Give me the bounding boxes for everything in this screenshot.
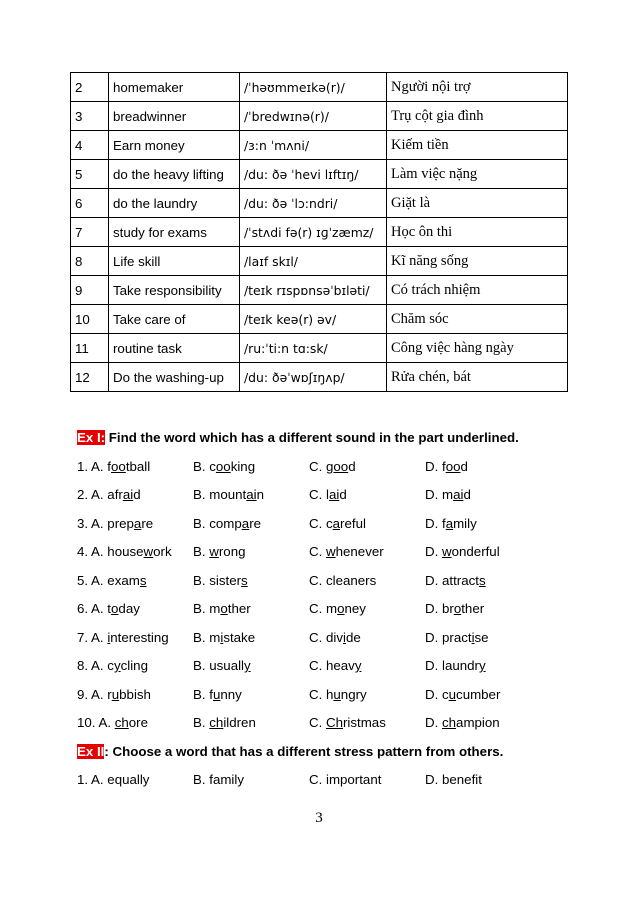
exercise-1-heading — [77, 424, 577, 453]
vocab-ipa: /ru:ˈti:n tɑ:sk/ — [240, 334, 387, 363]
question-row — [77, 453, 577, 482]
exercise-2-title: : Choose a word that has a different stress pattern from others. — [104, 743, 504, 759]
option-text: ngry — [340, 686, 367, 702]
answer-option — [193, 652, 251, 681]
vocab-meaning: Kĩ năng sống — [387, 247, 568, 276]
option-text: D. — [425, 544, 442, 559]
vocab-number: 4 — [71, 131, 109, 160]
underlined-part: a — [445, 515, 454, 531]
option-text: d — [348, 458, 356, 474]
underlined-part: oo — [215, 458, 231, 474]
underlined-part: i — [107, 629, 111, 645]
answer-option — [425, 538, 500, 567]
vocab-number: 7 — [71, 218, 109, 247]
option-text: D. f — [425, 458, 446, 474]
option-text: henever — [335, 544, 384, 559]
vocab-number: 11 — [71, 334, 109, 363]
underlined-part: ai — [328, 487, 340, 502]
answer-option — [425, 481, 471, 510]
option-text: onderful — [451, 544, 500, 559]
exercises-section — [77, 424, 577, 795]
vocab-ipa: /du: ðə ˈlɔ:ndri/ — [240, 189, 387, 218]
answer-option — [425, 453, 468, 482]
underlined-part: a — [133, 515, 142, 531]
option-text: B. sister — [193, 572, 242, 588]
option-text: C. c — [309, 515, 333, 531]
vocab-number: 6 — [71, 189, 109, 218]
option-text: D. c — [425, 686, 449, 702]
answer-option — [309, 652, 361, 681]
answer-option — [193, 453, 255, 482]
question-row — [77, 481, 577, 510]
option-text: mily — [453, 515, 477, 531]
option-text: bbish — [119, 686, 151, 702]
vocab-word: breadwinner — [109, 102, 240, 131]
option-text: d — [339, 487, 347, 502]
option-text: D. f — [425, 515, 446, 531]
exercise-1-title: Find the word which has a different sound in the part underlined. — [105, 430, 519, 445]
option-text: B. comp — [193, 515, 242, 531]
option-text: ther — [461, 601, 485, 616]
option-text: ristmas — [343, 715, 386, 730]
option-text: 9. A. r — [77, 686, 112, 702]
underlined-part: w — [326, 544, 336, 559]
option-text: C. — [309, 544, 326, 559]
option-text: B. mount — [193, 487, 247, 502]
vocab-number: 8 — [71, 247, 109, 276]
underlined-part: oo — [111, 458, 126, 474]
exercise-1-tag: Ex I: — [77, 430, 106, 445]
option-text: re — [141, 515, 154, 531]
answer-option: B. family — [193, 772, 244, 787]
option-text: rong — [218, 544, 246, 559]
vocab-meaning: Kiếm tiền — [387, 131, 568, 160]
answer-option — [425, 510, 477, 539]
answer-option — [309, 453, 356, 482]
vocab-row — [71, 276, 568, 305]
answer-option — [309, 595, 366, 624]
answer-option — [193, 624, 255, 653]
answer-option — [425, 567, 486, 596]
vocab-word: Take care of — [109, 305, 240, 334]
option-text: day — [118, 601, 140, 616]
vocab-ipa: /ɜ:n ˈmʌni/ — [240, 131, 387, 160]
underlined-part: oo — [445, 458, 461, 474]
underlined-part: u — [333, 686, 341, 702]
underlined-part: o — [337, 601, 345, 616]
underlined-part: i — [471, 629, 475, 645]
option-text: B. m — [193, 601, 221, 616]
underlined-part: w — [442, 544, 452, 559]
exercise-2-questions — [77, 766, 577, 795]
underlined-part: ai — [453, 487, 464, 502]
option-text: C. h — [309, 686, 334, 702]
underlined-part: ch — [442, 715, 457, 730]
vocab-row — [71, 131, 568, 160]
option-text: cumber — [456, 686, 501, 702]
underlined-part: s — [139, 572, 147, 588]
vocab-ipa: /ˈbredwɪnə(r)/ — [240, 102, 387, 131]
option-text: B. f — [193, 686, 213, 702]
option-text: 6. A. t — [77, 601, 112, 616]
option-text: B. m — [193, 629, 221, 645]
vocab-word: do the laundry — [109, 189, 240, 218]
answer-option — [309, 510, 366, 539]
option-text: 5. A. exam — [77, 572, 140, 588]
option-text: ork — [153, 544, 172, 559]
underlined-part: y — [113, 658, 121, 673]
answer-option — [77, 624, 169, 653]
option-text: D. pract — [425, 629, 472, 645]
answer-option — [309, 538, 384, 567]
option-text: C. m — [309, 601, 338, 616]
question-row — [77, 766, 577, 795]
vocab-ipa: /du: ðə ˈhevi lɪftɪŋ/ — [240, 160, 387, 189]
option-text: reful — [340, 515, 366, 531]
option-text: 2. A. afr — [77, 487, 123, 502]
option-text: D. attract — [425, 572, 479, 588]
option-text: C. heav — [309, 658, 355, 673]
answer-option — [425, 652, 486, 681]
option-text: C. — [309, 715, 326, 730]
question-row — [77, 681, 577, 710]
option-text: d — [460, 458, 468, 474]
option-text: king — [230, 458, 256, 474]
option-text: d — [133, 487, 141, 502]
underlined-part: s — [478, 572, 486, 588]
option-text: 4. A. house — [77, 544, 144, 559]
vocab-meaning: Có trách nhiệm — [387, 276, 568, 305]
option-text: 10. A. — [77, 715, 115, 730]
exercise-2-heading — [77, 738, 577, 767]
underlined-part: oo — [333, 458, 349, 474]
vocab-ipa: /teɪk rɪspɒnsəˈbɪləti/ — [240, 276, 387, 305]
option-text: nteresting — [110, 629, 169, 645]
vocab-ipa: /du: ðəˈwɒʃɪŋʌp/ — [240, 363, 387, 392]
option-text: B. — [193, 544, 210, 559]
answer-option — [77, 709, 148, 738]
underlined-part: ch — [209, 715, 224, 730]
answer-option — [193, 538, 246, 567]
underlined-part: Ch — [326, 715, 343, 730]
option-text: ore — [128, 715, 148, 730]
vocab-row — [71, 305, 568, 334]
vocab-row — [71, 218, 568, 247]
vocabulary-table — [70, 72, 568, 392]
question-row — [77, 538, 577, 567]
option-text: C. div — [309, 629, 343, 645]
vocab-row — [71, 102, 568, 131]
vocab-word: study for exams — [109, 218, 240, 247]
vocab-row — [71, 189, 568, 218]
option-text: 1. A. f — [77, 458, 112, 474]
answer-option — [193, 595, 251, 624]
vocab-row — [71, 363, 568, 392]
question-row — [77, 709, 577, 738]
answer-option — [77, 538, 172, 567]
underlined-part: a — [241, 515, 250, 531]
option-text: 3. A. prep — [77, 515, 134, 531]
underlined-part: ai — [122, 487, 134, 502]
vocab-word: homemaker — [109, 73, 240, 102]
answer-option — [425, 709, 500, 738]
vocab-word: Take responsibility — [109, 276, 240, 305]
vocab-number: 9 — [71, 276, 109, 305]
answer-option — [309, 681, 367, 710]
answer-option — [309, 567, 376, 596]
vocab-meaning: Chăm sóc — [387, 305, 568, 334]
option-text: C. cleaners — [309, 572, 377, 588]
underlined-part: u — [448, 686, 457, 702]
underlined-part: y — [478, 658, 486, 673]
answer-option — [309, 624, 361, 653]
answer-option — [425, 681, 500, 710]
option-text: D. — [425, 715, 442, 730]
option-text: B. usuall — [193, 658, 244, 673]
option-text: B. — [193, 715, 210, 730]
answer-option — [193, 510, 261, 539]
option-text: D. laundr — [425, 658, 479, 673]
vocab-row — [71, 160, 568, 189]
underlined-part: u — [111, 686, 120, 702]
option-text: 7. A. — [77, 629, 108, 645]
option-text: 8. A. c — [77, 658, 114, 673]
underlined-part: ai — [246, 487, 257, 502]
vocab-word: Do the washing-up — [109, 363, 240, 392]
vocab-number: 2 — [71, 73, 109, 102]
option-text: tball — [125, 458, 151, 474]
question-row — [77, 567, 577, 596]
vocab-ipa: /laɪf skɪl/ — [240, 247, 387, 276]
answer-option: D. benefit — [425, 772, 482, 787]
underlined-part: u — [212, 686, 221, 702]
option-text: C. l — [309, 487, 329, 502]
underlined-part: o — [111, 601, 119, 616]
option-text: D. br — [425, 601, 454, 616]
vocab-meaning: Trụ cột gia đình — [387, 102, 568, 131]
vocab-row — [71, 73, 568, 102]
option-text: d — [463, 487, 471, 502]
answer-option — [77, 510, 153, 539]
vocab-ipa: /teɪk keə(r) əv/ — [240, 305, 387, 334]
answer-option: 1. A. equally — [77, 772, 150, 787]
answer-option — [309, 481, 347, 510]
vocab-word: do the heavy lifting — [109, 160, 240, 189]
answer-option — [77, 595, 140, 624]
underlined-part: w — [143, 544, 154, 559]
option-text: re — [249, 515, 262, 531]
vocab-meaning: Học ôn thi — [387, 218, 568, 247]
page-number: 3 — [315, 810, 323, 826]
answer-option — [77, 567, 146, 596]
option-text: D. m — [425, 487, 454, 502]
vocab-meaning: Giặt là — [387, 189, 568, 218]
answer-option — [77, 481, 141, 510]
answer-option — [309, 709, 386, 738]
vocab-meaning: Công việc hàng ngày — [387, 334, 568, 363]
vocab-row — [71, 334, 568, 363]
option-text: cling — [120, 658, 148, 673]
option-text: nny — [220, 686, 242, 702]
option-text: de — [345, 629, 361, 645]
vocab-number: 12 — [71, 363, 109, 392]
vocab-number: 10 — [71, 305, 109, 334]
option-text: ildren — [223, 715, 256, 730]
vocab-row — [71, 247, 568, 276]
question-row — [77, 595, 577, 624]
underlined-part: y — [244, 658, 251, 673]
underlined-part: i — [343, 629, 346, 645]
vocab-meaning: Người nội trợ — [387, 73, 568, 102]
answer-option — [193, 681, 242, 710]
answer-option: C. important — [309, 772, 382, 787]
answer-option — [77, 652, 148, 681]
question-row — [77, 510, 577, 539]
underlined-part: w — [209, 544, 219, 559]
option-text: n — [256, 487, 264, 502]
underlined-part: a — [332, 515, 341, 531]
underlined-part: s — [241, 572, 248, 588]
exercise-2-tag: Ex II — [77, 743, 105, 759]
underlined-part: o — [220, 601, 228, 616]
vocab-number: 3 — [71, 102, 109, 131]
vocab-word: Life skill — [109, 247, 240, 276]
answer-option — [425, 595, 484, 624]
vocab-meaning: Làm việc nặng — [387, 160, 568, 189]
answer-option — [77, 453, 150, 482]
option-text: C. g — [309, 458, 334, 474]
vocab-number: 5 — [71, 160, 109, 189]
underlined-part: i — [220, 629, 224, 645]
option-text: ther — [227, 601, 251, 616]
option-text: ney — [344, 601, 366, 616]
answer-option — [77, 681, 151, 710]
question-row — [77, 624, 577, 653]
option-text: stake — [223, 629, 256, 645]
underlined-part: o — [453, 601, 462, 616]
exercise-1-questions — [77, 453, 577, 738]
underlined-part: ch — [114, 715, 129, 730]
vocab-ipa: /ˈstʌdi fə(r) ɪɡˈzæmz/ — [240, 218, 387, 247]
answer-option — [193, 481, 264, 510]
vocab-ipa: /ˈhəʊmmeɪkə(r)/ — [240, 73, 387, 102]
option-text: ampion — [456, 715, 500, 730]
underlined-part: y — [354, 658, 362, 673]
vocab-word: Earn money — [109, 131, 240, 160]
question-row — [77, 652, 577, 681]
option-text: B. c — [193, 458, 216, 474]
option-text: se — [474, 629, 489, 645]
vocab-meaning: Rửa chén, bát — [387, 363, 568, 392]
vocab-word: routine task — [109, 334, 240, 363]
answer-option — [193, 709, 256, 738]
answer-option — [425, 624, 489, 653]
answer-option — [193, 567, 248, 596]
